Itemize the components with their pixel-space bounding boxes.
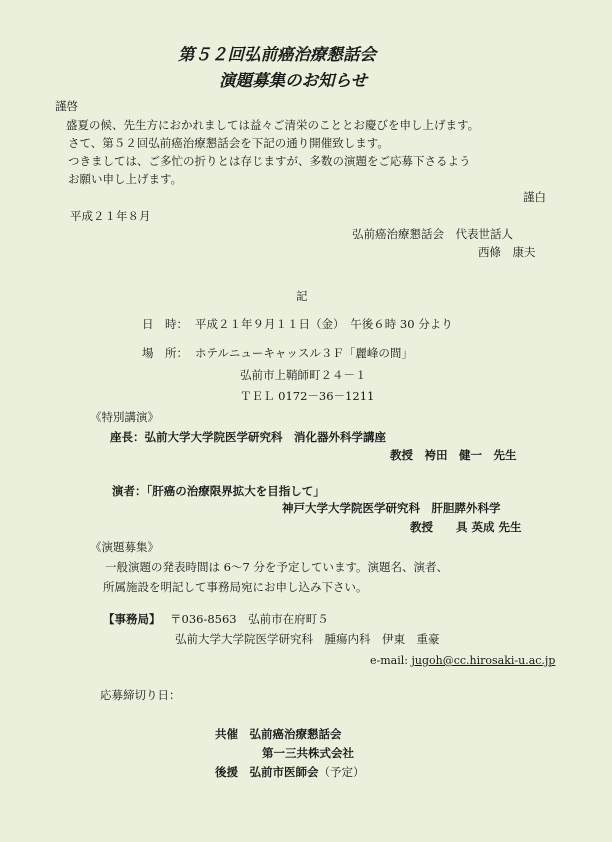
closing-salutation: 謹白 xyxy=(523,190,546,204)
chair-affiliation: 座長：弘前大学大学院医学研究科 消化器外科学講座 xyxy=(110,430,386,444)
special-lecture-heading: 《特別講演》 xyxy=(90,410,159,424)
office-label: 【事務局】 xyxy=(103,612,161,626)
email-label: e-mail: xyxy=(370,654,412,667)
title-line-1: 第５２回弘前癌治療懇話会 xyxy=(178,45,376,64)
datetime-label: 日 時： xyxy=(142,317,188,331)
venue-value: ホテルニューキャッスル３Ｆ「麗峰の間」 xyxy=(195,346,413,360)
call-heading: 《演題募集》 xyxy=(90,540,159,554)
body-line-2: さて、第５２回弘前癌治療懇話会を下記の通り開催致します。 xyxy=(68,136,389,150)
title-line-2: 演題募集のお知らせ xyxy=(219,71,368,90)
deadline-label: 応募締切り日： xyxy=(100,688,181,702)
office-email-row xyxy=(370,655,555,666)
body-line-1: 盛夏の候、先生方におかれましては益々ご清栄のこととお慶びを申し上げます。 xyxy=(66,118,480,132)
body-line-4: お願い申し上げます。 xyxy=(68,172,183,186)
sponsor-line-2: 第一三共株式会社 xyxy=(262,746,354,760)
support-label: 後援 弘前市医師会 xyxy=(215,765,319,779)
speaker-lecture-title: 演者：「肝癌の治療限界拡大を目指して」 xyxy=(112,484,325,498)
venue-label: 場 所： xyxy=(142,346,188,360)
sponsor-line-1: 共催 弘前癌治療懇話会 xyxy=(215,727,342,741)
sender-organization: 弘前癌治療懇話会 代表世話人 xyxy=(352,227,513,241)
venue-address: 弘前市上鞘師町２４－１ xyxy=(240,368,367,382)
ki-heading: 記 xyxy=(296,289,308,303)
speaker-affiliation: 神戸大学大学院医学研究科 肝胆膵外科学 xyxy=(282,501,501,515)
letter-date: 平成２１年８月 xyxy=(70,209,151,223)
office-postal: 〒036-8563 弘前市在府町５ xyxy=(170,612,329,626)
chair-person: 教授 袴田 健一 先生 xyxy=(390,448,517,462)
sender-name: 西條 康夫 xyxy=(478,245,536,259)
email-link[interactable]: jugoh@cc.hirosaki-u.ac.jp xyxy=(411,654,556,667)
support-note: （予定） xyxy=(318,765,365,779)
venue-tel: ＴＥＬ 0172－36－1211 xyxy=(240,389,375,403)
call-line-1: 一般演題の発表時間は 6～7 分を予定しています。演題名、演者、 xyxy=(105,560,449,574)
call-line-2: 所属施設を明記して事務局宛にお申し込み下さい。 xyxy=(103,580,368,594)
datetime-value: 平成２１年９月１１日（金） 午後６時 30 分より xyxy=(195,317,453,331)
support-line xyxy=(215,767,365,779)
body-line-3: つきましては、ご多忙の折りとは存じますが、多数の演題をご応募下さるよう xyxy=(68,154,471,168)
opening-salutation: 謹啓 xyxy=(55,99,78,113)
speaker-person: 教授 具 英成 先生 xyxy=(410,520,522,534)
office-department: 弘前大学大学院医学研究科 腫瘍内科 伊東 重豪 xyxy=(175,632,440,646)
